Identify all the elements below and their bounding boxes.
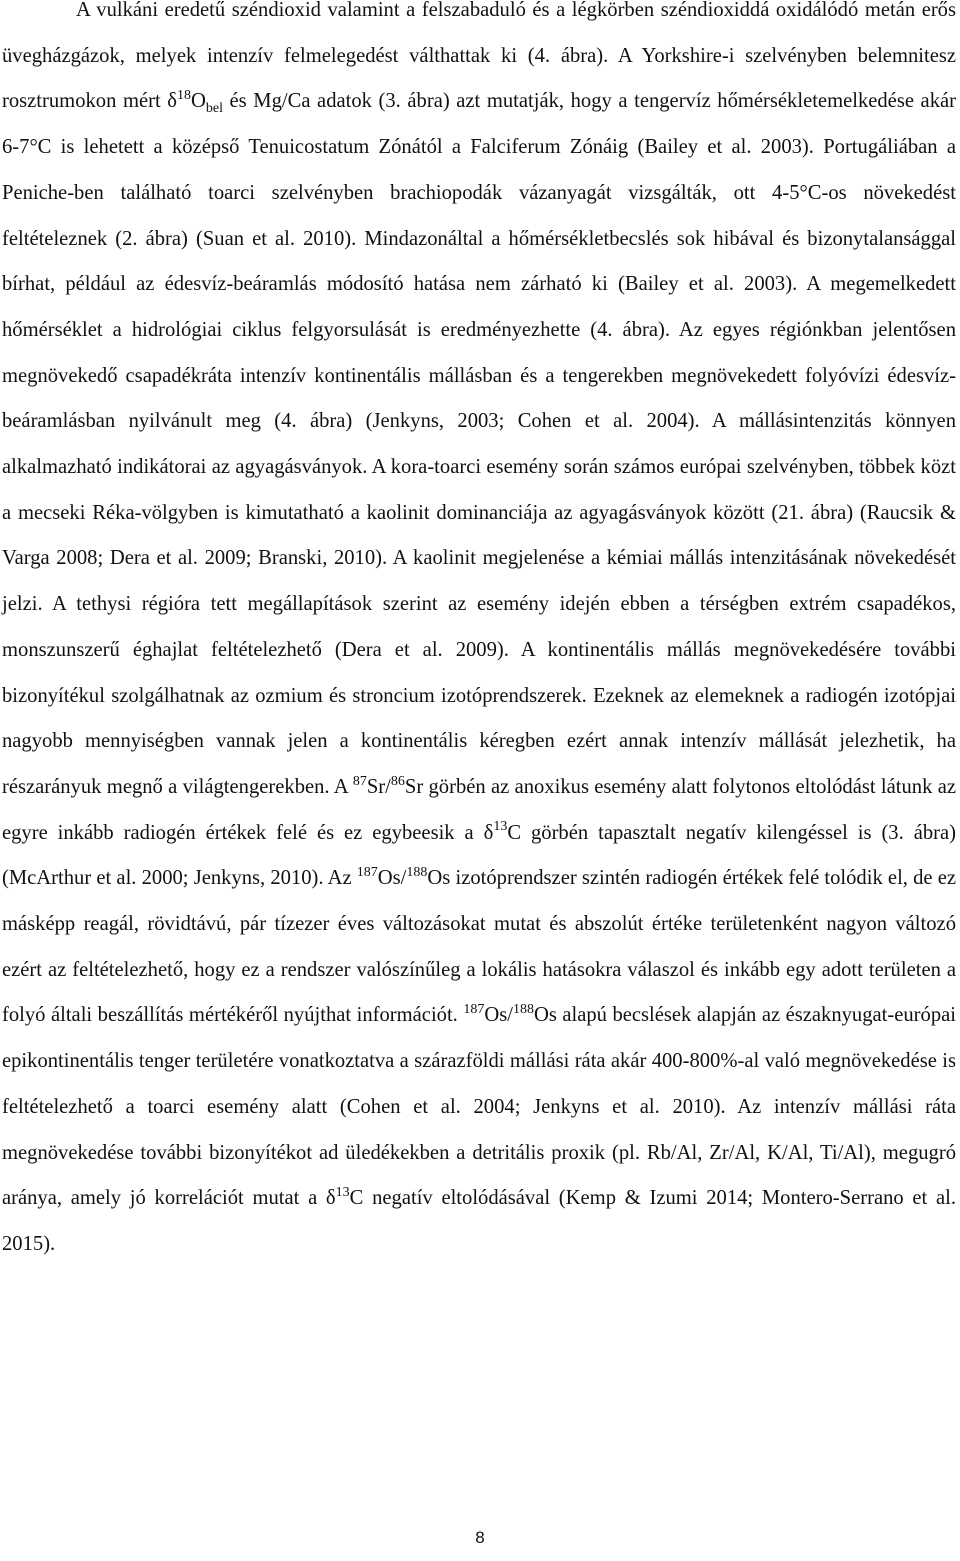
superscript: 13 (335, 1184, 350, 1200)
text-run: és Mg/Ca adatok (3. ábra) azt mutatják, hogy a tengervíz hőmérsékletemelkedése akár 6-7°C is lehetett a középső Tenuicostatum Zónától a Falciferum Zónáig (Bailey et al. 2003). Portugáliában a Peniche-ben található toarci szelvényben brachiopodák vázanyagát vizsgálták, ott 4-5°C-os növekedést feltételeznek (2. ábra) (Suan et al. 2010). Mindazonáltal a hőmérsékletbecslés sok hibával és bizonytalansággal bírhat, például az édesvíz-beáramlás módosító hatása nem zárható ki (Bailey et al. 2003). A megemelkedett hőmérséklet a hidrológiai ciklus felgyorsulását is eredményezhette (4. ábra). Az egyes régiónkban jelentősen megnövekedő csapadékráta intenzív kontinentális mállásban és a tengerekben megnövekedett folyóvízi édesvíz-beáramlásban nyilvánult meg (4. ábra) (Jenkyns, 2003; Cohen et al. 2004). A mállásintenzitás könnyen alkalmazható indikátorai az agyagásványok. A kora-toarci esemény során számos európai szelvényben, többek közt a mecseki Réka-völgyben is kimutatható a kaolinit dominanciája az agyagásványok között (21. ábra) (Raucsik & Varga 2008; Dera et al. 2009; Branski, 2010). A kaolinit megjelenése a kémiai mállás intenzitásának növekedését jelzi. A tethysi régióra tett megállapítások szerint az esemény idején ebben a térségben extrém csapadékos, monszunszerű éghajlat feltételezhető (Dera et al. 2009). A kontinentális mállás megnövekedésére további bizonyítékul szolgálhatnak az ozmium és stroncium izotóprendszerek. Ezeknek az elemeknek a radiogén izotópjai nagyobb mennyiségben vannak jelen a kontinentális kéregben ezért annak intenzív mállását jelezhetik, ha részarányuk megnő a világtengerekben. A (2, 90, 956, 798)
text-run: Sr görbén az anoxikus esemény alatt folytonos eltolódást látunk az egyre inkább radiogén értékek felé és ez egybeesik a δ (2, 775, 956, 844)
body-paragraph (2, 0, 956, 1268)
superscript: 187 (356, 864, 378, 880)
text-run: Os/ (377, 867, 407, 890)
text-run: C negatív eltolódásával (Kemp & Izumi 2014; Montero-Serrano et al. 2015). (2, 1187, 956, 1255)
text-run: Os izotóprendszer szintén radiogén értékek felé tolódik el, de ez másképp reagál, rövidtávú, pár tízezer éves változásokat mutat és abszolút értéke területenként nagyon változó ezért az feltételezhető, hogy ez a rendszer valószínűleg a lokális hatásokra válaszol és inkább egy adott területen a folyó általi beszállítás mértékéről nyújthat információt. (2, 867, 957, 1027)
superscript: 188 (512, 1002, 534, 1018)
text-run: O (190, 90, 206, 113)
text-run: C görbén tapasztalt negatív kilengéssel is (3. ábra) (McArthur et al. 2000; Jenkyns, 2010). Az (2, 821, 956, 890)
text-run: Sr/ (366, 775, 391, 798)
page-number: 8 (475, 1528, 485, 1547)
subscript: bel (205, 101, 223, 117)
superscript: 13 (493, 819, 508, 835)
superscript: 86 (390, 773, 405, 789)
superscript: 187 (463, 1002, 485, 1018)
superscript: 87 (352, 773, 367, 789)
superscript: 18 (176, 88, 191, 104)
superscript: 188 (406, 864, 428, 880)
text-run: Os/ (484, 1004, 513, 1027)
text-run: Os alapú becslések alapján az északnyugat-európai epikontinentális tenger területére vonatkoztatva a szárazföldi mállási ráta akár 400-800%-al való megnövekedése is feltételezhető a toarci esemény alatt (Cohen et al. 2004; Jenkyns et al. 2010). Az intenzív mállási ráta megnövekedése további bizonyítékot ad üledékekben a detritális proxik (pl. Rb/Al, Zr/Al, K/Al, Ti/Al), megugró aránya, amely jó korrelációt mutat a δ (2, 1004, 956, 1210)
text-run: A vulkáni eredetű széndioxid valamint a felszabaduló és a légkörben széndioxiddá oxidálódó metán erős üvegházgázok, melyek intenzív felmelegedést válthattak ki (4. ábra). A Yorkshire-i szelvényben belemnitesz rosztrumokon mért δ (2, 0, 956, 113)
